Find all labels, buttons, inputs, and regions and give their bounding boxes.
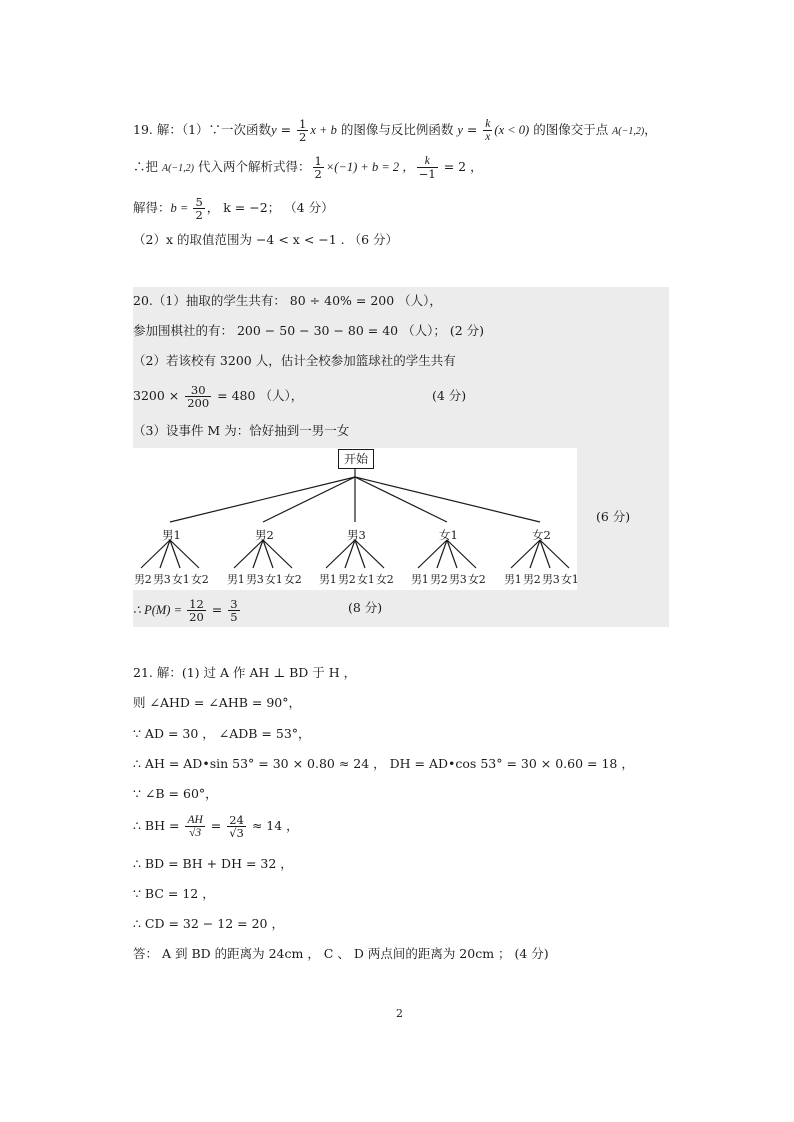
- q19-eq: =: [276, 122, 296, 138]
- q20-line1: 20.（1）抽取的学生共有： 80 ÷ 40% = 200 （人），: [133, 293, 442, 308]
- q19-comma: ，: [644, 122, 657, 138]
- q19-expr2: = 2 ，: [439, 159, 483, 175]
- q19-text: 19. 解：（1）∵一次函数: [133, 122, 272, 138]
- q19-text: ∴把: [133, 159, 162, 175]
- tree-leaf: 男1: [319, 573, 337, 586]
- frac-num: 5: [195, 195, 203, 209]
- tree-leaf: 男3: [153, 573, 171, 586]
- q19-expr: x + b: [310, 123, 337, 138]
- tree-leaf: 女2: [284, 573, 302, 586]
- q20-score-8: (8 分): [348, 600, 383, 615]
- q20-line5: （3）设事件 M 为：恰好抽到一男一女: [133, 423, 350, 438]
- tree-node-girl1: 女1: [439, 528, 458, 542]
- tree-leaf: 女2: [468, 573, 486, 586]
- q19-text2: 的图像与反比例函数: [336, 122, 458, 138]
- tree-branch: [355, 477, 447, 522]
- frac-num: 1: [314, 154, 322, 168]
- tree-leaf: 男1: [411, 573, 429, 586]
- frac-den: 20: [189, 610, 204, 625]
- tree-leaf: 男1: [504, 573, 522, 586]
- q19-eq2: =: [462, 122, 482, 138]
- tree-leaf: 男2: [134, 573, 152, 586]
- q20-text: 3200 ×: [133, 388, 184, 404]
- q19-point: A(−1,2): [612, 126, 645, 138]
- q20-line3: （2）若该校有 3200 人，估计全校参加篮球社的学生共有: [133, 353, 456, 368]
- tree-leaf: 男2: [338, 573, 356, 586]
- q19-expr: b =: [170, 201, 192, 216]
- q20-fraction-2: [228, 598, 239, 623]
- page-number: 2: [396, 1007, 403, 1020]
- tree-leaf: 女1: [265, 573, 283, 586]
- tree-leaf: 男3: [449, 573, 467, 586]
- frac-num: 12: [189, 597, 204, 611]
- q20-result: = 480 （人），: [213, 388, 304, 404]
- tree-leaf: 男3: [246, 573, 264, 586]
- tree-branch: [355, 477, 540, 522]
- q21-line5: ∵ ∠B = 60°，: [133, 786, 218, 801]
- frac-num: 30: [185, 384, 211, 397]
- tree-leaf: 男1: [227, 573, 245, 586]
- q21-eq: =: [206, 818, 226, 834]
- q21-approx: ≈ 14 ，: [247, 818, 299, 834]
- frac-den: 2: [195, 208, 203, 223]
- frac-num: 3: [230, 597, 238, 611]
- q20-score-4: (4 分): [432, 388, 467, 403]
- q19-expr2: ， k = −2； （4 分）: [206, 200, 334, 216]
- tree-node-girl2: 女2: [532, 528, 551, 542]
- frac-den: √3: [229, 826, 244, 841]
- q19-point: A(−1,2): [161, 163, 195, 175]
- q21-line9: ∴ CD = 32 − 12 = 20 ，: [133, 916, 284, 931]
- tree-leaf: 女1: [172, 573, 190, 586]
- q21-text: ∴ BH =: [133, 818, 184, 834]
- tree-leaf: 女2: [191, 573, 209, 586]
- tree-root-start: 开始: [338, 449, 374, 469]
- q21-fraction-2: [227, 814, 246, 839]
- frac-num: 24: [227, 814, 246, 827]
- q21-line7: ∴ BD = BH + DH = 32 ，: [133, 856, 293, 871]
- q20-fraction-1: [187, 598, 206, 623]
- tree-branch: [263, 477, 355, 522]
- q19-text2: 代入两个解析式得：: [194, 159, 311, 175]
- tree-node-boy1: 男1: [162, 528, 181, 542]
- tree-branch: [170, 477, 355, 522]
- frac-den: 200: [187, 396, 210, 411]
- q21-answer: 答： A 到 BD 的距离为 24cm ， C 、 D 两点间的距离为 20cm ； (4 分): [133, 946, 549, 961]
- frac-num: k: [417, 155, 438, 168]
- q19-text3: 的图像交于点: [529, 122, 613, 138]
- frac-num: AH: [187, 814, 203, 826]
- q19-line4: （2）x 的取值范围为 −4 < x < −1 . （6 分）: [133, 232, 399, 247]
- q20-eq: =: [207, 602, 227, 618]
- q19-condition: (x < 0): [494, 123, 530, 138]
- frac-num: 1: [299, 117, 307, 131]
- q21-line3: ∵ AD = 30 ， ∠ADB = 53°，: [133, 726, 311, 741]
- tree-leaf: 男2: [430, 573, 448, 586]
- q19-var: y: [271, 123, 277, 138]
- q20-p-label: ∴ P(M) =: [133, 603, 186, 618]
- q19-var2: y: [457, 123, 463, 138]
- frac-den: x: [485, 131, 491, 144]
- frac-den: 5: [230, 610, 238, 625]
- tree-leaf: 女1: [561, 573, 579, 586]
- q21-line1: 21. 解：(1) 过 A 作 AH ⊥ BD 于 H ，: [133, 665, 357, 680]
- tree-leaf: 男2: [523, 573, 541, 586]
- frac-num: k: [485, 118, 491, 130]
- q20-score-6: (6 分): [596, 509, 631, 524]
- q20-probability: [133, 598, 242, 623]
- tree-node-boy3: 男3: [347, 528, 366, 542]
- tree-leaf: 男3: [542, 573, 560, 586]
- q20-line2: 参加围棋社的有： 200 − 50 − 30 − 80 = 40 （人）； (2 分): [133, 323, 485, 338]
- q21-line8: ∵ BC = 12 ，: [133, 886, 215, 901]
- frac-den: −1: [418, 167, 436, 182]
- frac-den: 2: [299, 130, 307, 145]
- q19-text: 解得：: [133, 200, 171, 216]
- q21-line6: [133, 814, 299, 839]
- q21-line2: 则 ∠AHD = ∠AHB = 90°，: [133, 695, 301, 710]
- frac-den: √3: [189, 827, 202, 840]
- q21-line4: ∴ AH = AD•sin 53° = 30 × 0.80 ≈ 24 ， DH = AD•cos 53° = 30 × 0.60 = 18 ，: [133, 756, 634, 771]
- frac-den: 2: [314, 167, 322, 182]
- q21-fraction-1: [185, 814, 204, 839]
- q19-expr: ×(−1) + b = 2 ，: [325, 160, 415, 175]
- tree-leaf: 女1: [357, 573, 375, 586]
- tree-leaf: 女2: [376, 573, 394, 586]
- tree-node-boy2: 男2: [255, 528, 274, 542]
